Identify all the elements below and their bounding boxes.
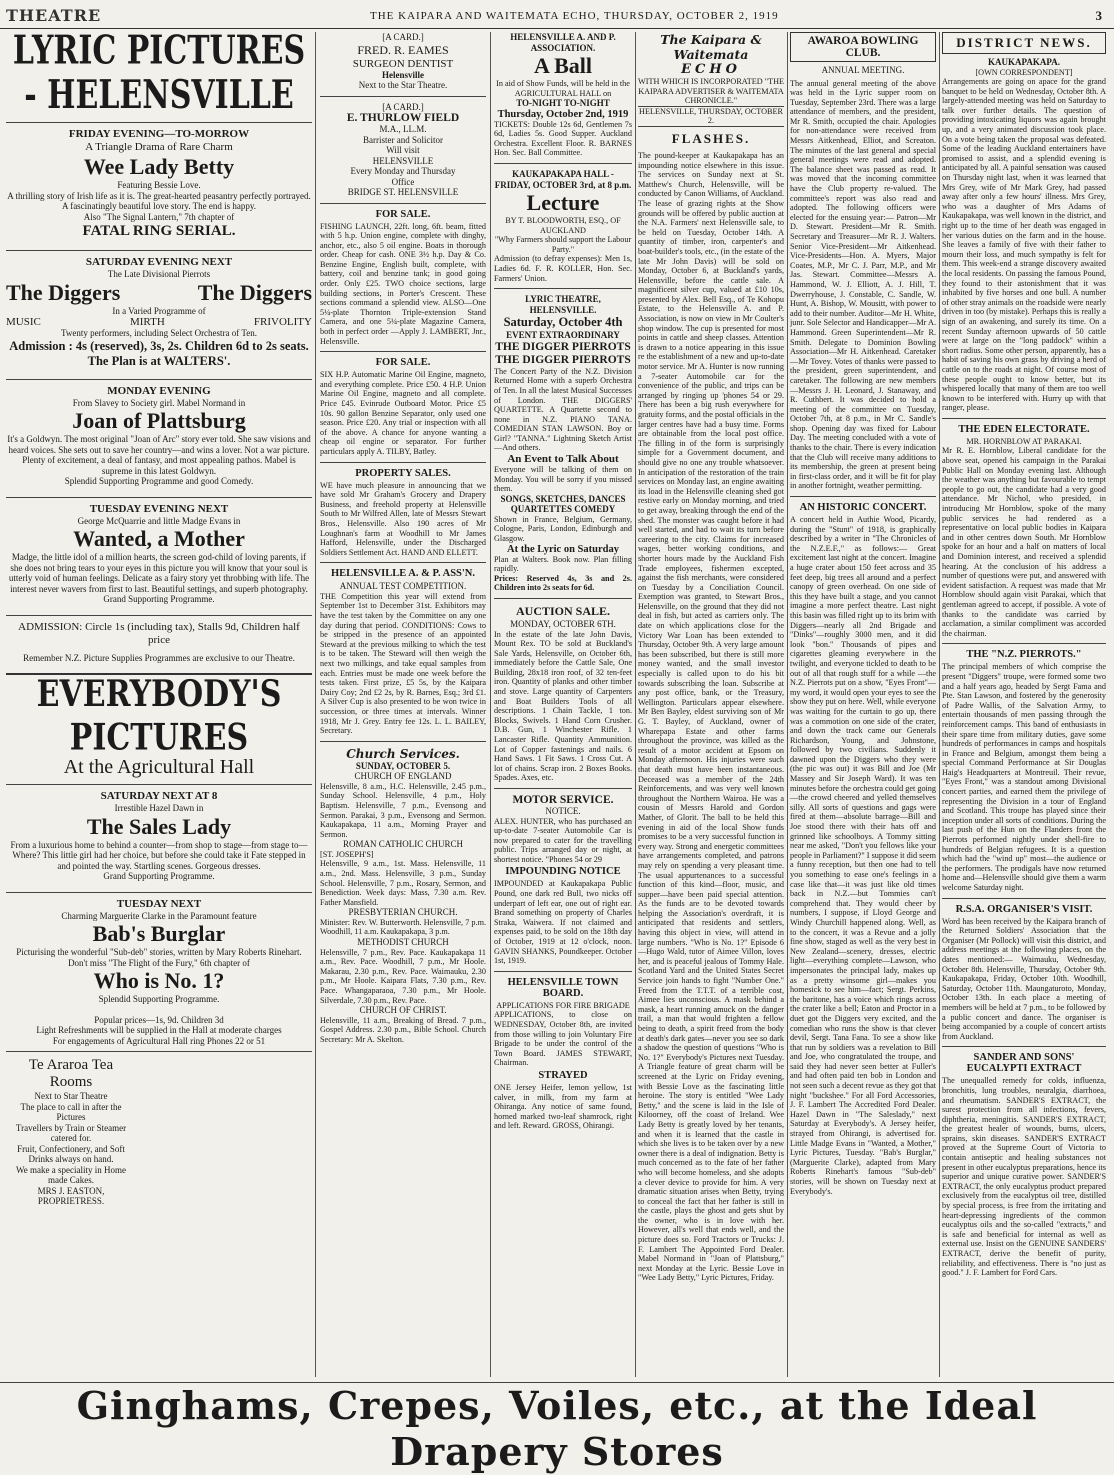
auction-date: MONDAY, OCTOBER 6TH. [510, 619, 616, 629]
card-label: [A CARD.] [382, 101, 424, 112]
impound-text: IMPOUNDED at Kaukapakapa Public Pound, one dark red Bull, two nicks off underpart of left ear, one out of right ear. Brand something on property of Charles Straka, Waiwera. If not claimed and expenses paid, to be sold on the 18th day of October, 1919 at 12 o'clock, noon. GAVIN SHANKS, Poundkeeper. October 1st, 1919. [494, 879, 632, 966]
column-rule [635, 32, 636, 1377]
field-degree: M.A., LL.M. [379, 124, 427, 134]
coe-text: Helensville, 8 a.m., H.C. Helensville, 2.45 p.m., Sunday School. Helensville, 4 p.m., Holy Baptism. Helensville, 7 p.m., Evensong and Sermon. Parakai, 3 p.m., Evensong and Sermon. Kaukapakapa, 11 a.m., Morning Prayer and Sermon. [320, 781, 486, 839]
christ-heading: CHURCH OF CHRIST. [359, 1005, 447, 1016]
event-heading: An Event to Talk About [507, 453, 619, 466]
eames-title: SURGEON DENTIST [352, 57, 454, 70]
strayed-text: ONE Jersey Heifer, lemon yellow, 1st calver, in milk, from my farm at Ohiranga. Any notice of same found, horned marked two-leaf shamrock, right and left. Reward. GROSS, Ohirangi. [494, 1082, 632, 1131]
eames-name: FRED. R. EAMES [357, 42, 449, 57]
friday-serial: FATAL RING SERIAL. [82, 223, 236, 239]
everybody-sub: At the Agricultural Hall [63, 756, 255, 778]
ev-tue-sub: Charming Marguerite Clarke in the Paramount feature [61, 910, 257, 921]
district-heading: DISTRICT NEWS. [942, 32, 1106, 54]
meth-text: Helensville, 7 p.m., Rev. Pace. Kaukapakapa 11 a.m., Rev. Pace. Woodhill, 7 p.m., Mr Hoole. Makarau, 2.30 p.m., Rev. Pace. Waimauku, 2.30 p.m., Mr Hoole. Kaipara Flats, 7.30 p.m., Rev. Pace. Whangaparaoa, 7.30 p.m., Mr Hoole. Silverdale, 7.30 p.m., Rev. Pace. [320, 947, 486, 1005]
field-town: HELENSVILLE [372, 155, 434, 166]
eames-town: Helensville [382, 69, 424, 80]
ev-refresh: Light Refreshments will be supplied in the Hall at moderate charges [36, 1025, 282, 1035]
pres-text: Minister: Rev. W. Butterworth. Helensville, 7 p.m. Woodhill, 11 a.m. Kaukapakapa, 3 p.m. [320, 917, 486, 937]
christ-text: Helensville, 11 a.m., Breaking of Bread. 7 p.m., Gospel Address. 2.30 p.m., Bible School. Church Secretary: Mr A. Skelton. [320, 1015, 486, 1044]
saturday-film-right: The Diggers [197, 279, 312, 305]
column-rule [939, 32, 940, 1377]
ev-sat-desc: From a luxurious home to behind a counter—from shop to stage—from stage to—Where? This little girl had her choice, but before she could take it Fate stepped in and pointed the way. Startling scenes. Gorgeous dresses. [10, 839, 308, 871]
rc-heading: ROMAN CATHOLIC CHURCH [342, 839, 463, 850]
column-rule [490, 32, 491, 1377]
coe-heading: CHURCH OF ENGLAND [354, 771, 452, 782]
auction-text: In the estate of the late John Davis, Mount Rex. TO be sold at Buckland's Sale Yards, Helensville, on October 6th, immediately before the Cattle Sale, One Building, 28x18 iron roof, of 32 ten-feet iron. Quantity of planks and other timber and stove. Large quantity of Carpenters and Boat Builders Tools of all descriptions. 1 Chain Tackle, 1 ton. Blocks, Swivels. 1 Hand Corn Crusher. D.B. Gun, 1 Winchester Rifle. 1 Lancaster Rifle. Quantity Ammunition. Lot of Copper fastenings and nails. 6 Hand Saws. 1 Fit Saws. 1 Cross Cut. A lot of chains. Scrap iron. 2 Boxes Books. Spades. Axes, etc. [494, 629, 632, 783]
everybody-title: EVERYBODY'S PICTURES [36, 673, 282, 759]
lyric-theatre: LYRIC THEATRE, HELENSVILLE. [525, 294, 601, 315]
ball-text: In aid of Show Funds, will be held in the AGRICULTURAL HALL on [496, 79, 630, 98]
tuesday-heading: TUESDAY EVENING NEXT [89, 502, 229, 515]
rc-sub: [ST. JOSEPH'S] [320, 849, 374, 859]
field-title: Barrister and Solicitor [363, 134, 443, 145]
column-3 [494, 32, 632, 1377]
tea-line1: The place to call in after the Pictures [20, 1101, 122, 1122]
lecture-by: BY T. BLOODWORTH, ESQ., OF AUCKLAND [505, 216, 621, 235]
footer-advert: Ginghams, Crepes, Voiles, etc., at the Ideal Drapery Stores [0, 1382, 1114, 1431]
motor-heading: MOTOR SERVICE. [512, 794, 614, 806]
field-name: E. THURLOW FIELD [346, 112, 460, 124]
column-rule [787, 32, 788, 1377]
lecture-venue: KAUKAPAKAPA HALL - FRIDAY, OCTOBER 3rd, at 8 p.m. [494, 169, 632, 190]
saturday-sub: The Late Divisional Pierrots [107, 269, 211, 279]
ev-tue-serial: Who is No. 1? [93, 968, 225, 993]
ev-prices: Popular prices—1s, 9d. Children 3d [94, 1014, 224, 1025]
flashes-heading: FLASHES. [671, 130, 751, 146]
monday-prog: Splendid Supporting Programme and good Comedy. [64, 476, 254, 486]
tuesday-sub: George McQuarrie and little Madge Evans in [77, 515, 241, 526]
for-sale-text: FISHING LAUNCH, 22ft. long, 6ft. beam, fitted with 5 h.p. Union engine, complete with dinghy, anchor, etc., also 5 oil engine. Boats in thorough order. Cheap for cash. ONE 3½ h.p. Day & Co. Benzine Engine, English built, complete, with battery, coil and benzine tank; in good going order. Only £25. TWO choice sections, large building sections, in Porter's Crescent. These sections command a splendid view. ALSO—One 5¼-plate Thornton Triple-extension Stand Camera, and one 5¼-plate Magazine Camera, both in perfect order —Apply J. LAMBERT, Jnr., Helensville. [320, 221, 486, 346]
masthead [0, 6, 1114, 29]
tea-prop: MRS J. EASTON, PROPRIETRESS. [37, 1185, 105, 1206]
rc-text: Helensville, 9 a.m., 1st. Mass. Helensville, 11 a.m., 2nd. Mass. Helensville, 3 p.m., Sunday School. Helensville, 7 p.m., Rosary, Sermon, and Benediction. Week days: Mass, 7.30 a.m. Rev. Father Mansfield. [320, 859, 486, 907]
ev-tue-miss: Don't miss "The Flight of the Fury," 6th chapter of [68, 957, 250, 968]
lyric-admission: ADMISSION: Circle 1s (including tax), Stalls 9d, Children half price [18, 620, 300, 646]
ev-sat-film: The Sales Lady [86, 813, 232, 839]
column-4 [638, 32, 784, 1377]
lecture-title: Lecture [526, 190, 600, 216]
rsa-heading: R.S.A. ORGANISER'S VISIT. [955, 903, 1093, 915]
lyric-date: Saturday, October 4th [503, 315, 623, 330]
lyric-title: LYRIC PICTURES - HELENSVILLE [12, 32, 306, 119]
monday-heading: MONDAY EVENING [107, 384, 211, 397]
paper-dateline: HELENSVILLE, THURSDAY, OCTOBER 2. [639, 106, 783, 126]
column-6 [942, 32, 1106, 1377]
pres-heading: PRESBYTERIAN CHURCH. [348, 907, 458, 918]
district-town: KAUKAPAKAPA. [988, 57, 1060, 67]
district-corr: [OWN CORRESPONDENT] [975, 67, 1073, 77]
ball-org: HELENSVILLE A. AND P. ASSOCIATION. [510, 32, 616, 53]
word-frivolity: FRIVOLITY [253, 316, 312, 328]
ball-tonight: TO-NIGHT TO-NIGHT [516, 98, 610, 109]
tuesday-prog: Grand Supporting Programme. [103, 594, 215, 604]
townboard-sub: APPLICATIONS FOR FIRE BRIGADE [496, 1000, 630, 1010]
lyric-saturday [6, 256, 312, 369]
eden-sub: MR. HORNBLOW AT PARAKAI. [966, 436, 1082, 446]
friday-sub: A Triangle Drama of Rare Charm [85, 141, 233, 153]
property-heading: PROPERTY SALES. [355, 467, 451, 479]
friday-also: Also "The Signal Lantern," 7th chapter of [83, 211, 235, 222]
ev-sat-sub: Irrestible Hazel Dawn in [114, 803, 204, 813]
card-label: [A CARD.] [382, 32, 424, 42]
concert-text: A concert held in Authie Wood, Picardy, during the "Stunt" of 1918, is graphically described by a writer in "The Chronicles of the N.Z.E.F.," as follows:— Great excitement last night at the concert. Imagine a huge crater about 150 feet across and 35 feet deep, big trees all around and a perfect canopy of green overhead. On one side of this they have built a stage, and you cannot imagine a more perfect theatre. Last night this basin was filled right up to its brim with Diggers—nearly all 2nd Brigade and "Dinks"—roughly 3000 men, and it did look "bon." Thousands of pipes and cigarettes gleaming everywhere in the twilight, and everyone tickled to death to be out of all that rough stuff for a while —the N.Z. Pierrots put on a show, "Eyes Front"—my word, it would open your eyes to see the show they put on here. Well, while everyone was waiting for the curtain to go up, there was a commotion on one side of the crater, and down the track came our Generals Richardson, Young, and Johnstone, followed by two civilians. Suddenly it dawned upon the Diggers who they were (the pic was out) it was Bill and Joe (Mr Massey and Sir Joseph Ward). It was ten minutes before the orchestra could get going—the crowd cheered and yelled themselves silly. All sorts of questions and gags were fired at them—absolute barrage—Bill and Joe stood there with their hats off and grinned like schoolboys. A Tommy sitting near me asked, "Don't you fellows like your people in Parliament?" I suppose it did seem a funny reception, but then one had to tell you something to ease one's feelings in a case like that—it was just like old times back in N.Z.—but Tommies can't comprehend that. They would cheer by numbers, I suppose, if Lloyd George and Windy Churchill happened along. Well, as to the concert, it was a Revue and a jolly fine show, staged as well as the very best in New Zealand—scenery, dresses, electric light—everything complete—Lawson, who impersonates the principal lady, makes up as a pretty winsome girl—makes you homesick to see him—fact; Sergt. Perkins, the baritone, has a voice which rings across the crater like a bell; Eaton and Proctor in a duet got the Diggers very excited, and the comedian who runs the show is that clever devil, Sergt. Tana Fana. To see a show like that run by soldiers was a revelation to Bill and Joe, who congratulated the troupe, and said they had never seen better at Fuller's and had often paid ten bob in London and not seen such a decent revue as they got that night "buckshee." For all Ford Accessories, J. F. Lambert The Accredited Ford Dealer. Hazel Dawn in "The Saleslady," next Saturday at Everybody's. A Jersey heifer, strayed from Ohirangi, is advertised for. Little Madge Evans in "Wanted, a Mother," Lyric Pictures, Tuesday. "Bab's Burglar," (Marguerite Clarke), adapted from Mary Roberts Rinehart's famous "Sub-deb" stories, will be shown on Tuesday next at Everybody's. [790, 515, 936, 1196]
songs-text: Shown in France, Belgium, Germany, Cologne, Paris, London, Edinburgh and Glasgow. [494, 514, 632, 544]
page-number: 3 [1095, 8, 1102, 23]
strayed-heading: STRAYED [538, 1069, 588, 1081]
prices-text: Prices: Reserved 4s, 3s and 2s. Children into 2s seats for 6d. [494, 573, 632, 593]
saturday-prog: In a Varied Programme of [112, 305, 206, 316]
column-2 [320, 32, 486, 1377]
motor-notice: NOTICE. [545, 806, 581, 816]
tuesday-desc: Madge, the little idol of a million hearts, the screen god-child of loving parents, if she does not bring tears to your eyes in this picture you will know that your soul is utterly void of human feelings. Delicate as a fairy story yet throbbing with life. The interest never wavers from first to last. Beautiful settings, and superb photography. [8, 552, 310, 594]
digger-pierrots: THE DIGGER PIERROTS THE DIGGER PIERROTS [495, 340, 631, 366]
friday-film: Wee Lady Betty [83, 154, 235, 179]
lecture-topic: "Why Farmers should support the Labour Party." [494, 235, 632, 254]
friday-desc: A thrilling story of Irish life as it is. The great-hearted peasantry perfectly portrayed. A fascinatingly beautiful love story. The end is happy. [7, 190, 311, 211]
lyric-tuesday [6, 503, 312, 605]
digger-text: The Concert Party of the N.Z. Division Returned Home with a superb Orchestra of Ten. In all the latest Musical Successes of London. THE DIGGERS' QUARTETTE. A Quartette second to none in N.Z. PIANO TANA. COMEDIAN STAN LAWSON. Boy or Girl? "TANNA." Lightning Sketch Artist—And others. [494, 366, 632, 453]
flashes-text: The pound-keeper at Kaukapakapa has an impounding notice elsewhere in this issue. The services on Sunday next at St. Matthew's Church, Helensville, will be conducted by Canon Williams, of Auckland. The lease of grazing rights at the Show grounds will be offered by public auction at the N.A. Farmers' next Helensville sale, to be held on Tuesday, October 14th. A quantity of timber, iron, carpenter's and boat-builder's tools, etc., (in the estate of the late Mr John Davis) will be sold on Monday, October 6, at Buckland's yards, Helensville, before the cattle sale. A magnificent silver cup, valued at £10 10s, presented by Alex. Bell Esq., of Te Kohopu Estate, to the Helensville A. and P. Association, is now on view in Mr Coulter's shop window. The cup is presented for most points in cattle and sheep classes. Attention is drawn to a notice appearing in this issue re the establishment of a new and up-to-date motor service. Mr A. Hunter is now running a 7-seater Automobile car for the convenience of the public, and trips can be arranged by ringing up 'phones 54 or 29. There has been a big rush everywhere for gratuity forms, and the postal officials in the larger centres have had a busy time. Forms are obtainable from the local post office. The filling in of the form is surprisingly simple for a Government document, and should give no one any trouble whatsoever. In anticipation of the restoration of the train services on Monday last, an engine awaiting its load in the Helensville cleaning shed got restive early on Monday morning, and tried to get away, breaking through the end of the shed. The monster was caught before it had well started, and had to wait its turn before careering to the city. Claims for increased wages, better working conditions, and shorter hours made by the Auckland Fish Trade employees, fishermen excepted, against the fish merchants, were considered on Tuesday by a Conciliation Council. Exemption was granted, to Stewart Bros., Helensville, on the ground that they did not deal in fish, but acted as carriers only. The date on which applications close for the Victory War Loan has been extended to Thursday, October 9th. A very large amount has been subscribed, but there is still more money wanted, and the small investor especially is called upon to do his bit towards subscribing the loan. Subscribe at any post office, bank, or the Treasury, Wellington. Particulars appear elsewhere. Mr Ben Bayley, eldest surviving son of Mr G. T. Bayley, of Auckland, owner of Wharepapa Estate and other farms throughout the province, was killed as the result of a motor accident at Epsom on Monday afternoon. His injuries were such that death must have been instantaneous. Deceased was a member of the 24th Reinforcements, and was very well known throughout the Northern Wairoa. He was a cousin of Messrs Harold and Gordon Mather, of Glorit. The ball to be held this evening in aid of the local Show funds promises to be a very successful function in every way. Strong and energetic committees have arrangements completed, and patrons may rely on spending a very pleasant time. The usual appurtenances to a successful function of this kind—floor, music, and supper—have been paid special attention. As the funds are to be devoted towards helping the Association's overdraft, it is anticipated that residents and settlers, having this object in view, will attend in large numbers. "Who is No. 1?" Episode 6—Hugo Wald, tutor of Aimee Villon, loves her, and is peaceful jealous of Tommy Hale. Scotland Yard and the United States Secret Service join hands to fight "Number One." Freed from the T.T.T. of a terrible cost, Aimee lies unconscious. A mask behind a mask, a heart running amuck on the danger trail, a man that would frighten a fellow being to death, a spirit freed from the body at death's dark gates—never you see so dark a shadow the question of questions "Who is No. 1?" Everybody's Pictures next Tuesday. A Triangle feature of great charm will be screened at the Lyric on Friday evening, with Bessie Love as the fascinating little heroine. The story is entitled "Wee Lady Betty," and the scene is laid in the Isle of Kiloorney, off the coast of Ireland. Wee Lady Betty is greatly loved by her tenants, and when it is learned that the castle in which she lives is to be taken over by a new owner there is a deal of indignation. Betty is much concerned as to the fate of her father who will become homeless, and she adopts a clever device to provide for him. A very dramatic situation arises when Betty, trying to conceal the fact that her father is still in the castle, plays the ghost and gets shut by the owner, who is in love with her. However, all's well that ends well, and the picture does so. Ford Tractors or Trucks: J. F. Lambert The Appointed Ford Dealer. Mabel Normand in "Joan of Plattsburg," next Monday at the Lyric. Bessie Love in "Wee Lady Betty," Lyric Pictures, Friday. [638, 150, 784, 1283]
lyric-monday [6, 385, 312, 487]
bowling-heading: AWAROA BOWLING CLUB. [790, 32, 936, 62]
monday-desc: It's a Goldwyn. The most original "Joan of Arc" story ever told. She saw visions and heard voices. She sets out to save her country—and wins a lover. Not a war picture. Plenty of excitement, a deal of fantasy, and most appealing pathos. Mabel is supreme in this latest Goldwyn. [7, 434, 311, 476]
lyric-event: EVENT EXTRAORDINARY [506, 330, 620, 341]
at-lyric: At the Lyric on Saturday [506, 543, 619, 555]
songs-heading: SONGS, SKETCHES, DANCES QUARTETTES COMEDY [500, 493, 626, 515]
field-visit: Will visit [386, 145, 420, 155]
plan-text: Plan at Walters. Book now. Plan filling rapidly. [494, 554, 632, 574]
masthead-title: THE KAIPARA AND WAITEMATA ECHO, THURSDAY, OCTOBER 2, 1919 [370, 10, 779, 22]
ap-text: THE Competition this year will extend from September 1st to December 31st. Exhibitors may have the test taken by the Committee on any one day during that period. CONDITIONS: Cows to be stripped in the presence of an appointed Steward at the previous milking to which the test is to be taken. The Steward will then weigh the next two milkings, and take equal samples from each. Entries must be made one week before the tests taken. First prize, £5 5s, by the Kaipara Dairy Coy; 2nd £2 2s, by R. Barnes, Esq.; 3rd £1. A Silver Cup is also presented to be won twice in succession, or three times at intervals. Winner 1918, Mr J. Grey. Entry fee 12s. L. L. BAILEY, Secretary. [320, 591, 486, 736]
lyric-friday [6, 128, 312, 240]
ev-sat-heading: SATURDAY NEXT AT 8 [100, 790, 218, 802]
word-mirth: MIRTH [129, 316, 165, 328]
for-sale-heading: FOR SALE. [375, 208, 431, 220]
field-office: Office [391, 176, 415, 187]
tea-and-sale-row [6, 1057, 312, 1207]
saturday-performers: Twenty performers, including Select Orchestra of Ten. [60, 328, 257, 338]
ev-sat-prog: Grand Supporting Programme. [103, 871, 215, 881]
ap-sub: ANNUAL TEST COMPETITION. [339, 581, 467, 592]
property-text: WE have much pleasure in announcing that we have sold Mr Graham's Grocery and Drapery Business, and freehold property at Helensville South to Mr Wilfred Allen, late of Messrs Stewart Bros., Helensville. Also 190 acres of Mr Loughnan's farm at Woodhill to Mr James Hafford, Helensville, under the Discharged Soldiers Settlement Act. HAND AND ELLETT. [320, 480, 486, 557]
saturday-admission: Admission : 4s (reserved), 3s, 2s. Children 6d to 2s seats. The Plan is at WALTERS'. [9, 338, 309, 368]
event-text: Everyone will be talking of them on Monday. You will be sorry if you missed them. [494, 465, 632, 494]
column-5 [790, 32, 936, 1377]
rsa-text: Word has been received by the Kaipara branch of the Returned Soldiers' Association that the Organiser (Mr Pollock) will visit this district, and address meetings at the following places, on the dates mentioned:— Waimauku, Wednesday, October 8th. Helensville, Thursday, October 9th. Kaukapakapa, Friday, October 10th. Woodhill, Saturday, October 11th. Maungaturoto, Monday, October 13th. In each place a meeting of members will be held at 7 p.m., to be followed by a public concert and dance. The organiser is being accompanied by a couple of concert artists from Auckland. [942, 916, 1106, 1041]
saturday-heading: SATURDAY EVENING NEXT [85, 256, 233, 268]
tea-line3: Fruit, Confectionery, and Soft Drinks always on hand. [17, 1143, 125, 1164]
tea-name: Te Araroa Tea Rooms [28, 1057, 114, 1090]
ap-heading: HELENSVILLE A. & P. ASS'N. [330, 568, 476, 580]
word-music: MUSIC [6, 316, 41, 328]
auction-heading: AUCTION SALE. [515, 604, 611, 618]
bowling-text: The annual general meeting of the above was held in the Lyric supper room on Tuesday, September 23rd. There was a large attendance of members, and the president, Mr R. Smith, occupied the chair. Apologies for non-attendance were received from Messrs Aitkenhead, Elliot, and Screaton. The minutes of the last general and special general meetings were read and adopted. The balance sheet was passed as read. It was moved that the incoming committee have the Club property re-valued. The committee's report was also read and adopted. The following officers were elected for the ensuing year:— Patron—Mr D. Stewart. President—Mr R. Smith. Secretary and Treasurer—Mr R. J. Walters. Senior Vice-President—Mr Aitkenhead. Vice-Presidents—Hon. A. Myers, Major Coates, M.P., Mr C. J. Parr, M.P., and Mr Jas. Stewart. Committee—Messrs A. Hammond, W. J. Elliott, A. J. Hill, T. Dwerryhouse, J. Constable, C. Sandle, W. Hunt, A. Bishop, W. Mousitt, with power to add to their number. Auditor—Mr H. White, junr. Sole Selector and Handicapper—Mr A. Hammond. Green Superintendent—Mr R. Smith. Delegate to Dominion Bowling Association—Mr H. Aitkenhead. Caretaker—Mr Tovey. Votes of thanks were passed to the president, green superintendent, and caretaker. The following are new members—Messrs J. H. Leonard, J. Stanaway, and R. Cuthbert. It was decided to hold a meeting of the committee on Tuesday, October 7th, at 8 p.m., in Mr C. Sandle's shop. Opening day was fixed for Labour Day. The meeting concluded with a vote of thanks to the chair. There is every indication that the Club will receive many additions to its membership, the green at present being in first-class order, and it will be fit for play in another fortnight, weather permitting. [790, 78, 936, 491]
tea-line2: Travellers by Train or Steamer catered for. [15, 1122, 127, 1143]
impound-heading: IMPOUNDING NOTICE [505, 866, 621, 878]
lyric-remember: Remember N.Z. Picture Supplies Programmes are exclusive to our Theatre. [23, 652, 295, 663]
ball-title: A Ball [533, 53, 593, 78]
eden-text: Mr R. E. Hornblow, Liberal candidate for the above seat, opened his campaign in the Parakai Public Hall on Monday evening last. Although the weather was anything but favourable to tempt people to go out, the candidate had a very good attendance. Mr Nichol, who presided, in introducing Mr Hornblow, spoke of the many public services he had rendered as a representative on local public bodies in Kaipara and in other centres down South. Mr Hornblow spoke for an hour and a half on matters of local and Dominion interest, and received a splendid hearing. At the conclusion of his address a number of questions were put, and answered with evident satisfaction. A request was made that Mr Hornblow should again visit Parakai, which that gentleman agreed to accept, if possible. A vote of thanks to the candidate was carried by acclamation, a similar compliment was accorded the chairman. [942, 446, 1106, 638]
masthead-left: THEATRE [6, 6, 102, 25]
motor-text: ALEX. HUNTER, who has purchased an up-to-date 7-seater Automobile Car is now prepared to cater for the travelling public. Trips arranged day or night, at shortest notice. "Phones 54 or 29 [494, 816, 632, 864]
for-sale-text: SIX H.P. Automatic Marine Oil Engine, magneto, and everything complete. Price £50. 4 H.P. Union Marine Oil Engine, magneto and all complete. Price £45. Evinrude Outboard Motor. Price £5 10s. 90 gallon Benzine Separator, only used one season. Price £20. Any trial or inspection with all of the above. A chance for anyone wanting a cheap oil engine or separator. For further particulars apply A. TILBY, Batley. [320, 370, 486, 456]
ev-tue-film: Bab's Burglar [92, 921, 226, 946]
field-days: Every Monday and Thursday [350, 166, 456, 176]
lecture-admission: Admission (to defray expenses): Men 1s, Ladies 6d. F. R. KOLLER, Hon. Sec. Farmers' Union. [494, 254, 632, 283]
friday-feat: Featuring Bessie Love. [117, 180, 201, 190]
church-date: SUNDAY, OCTOBER 5. [355, 760, 451, 771]
meth-heading: METHODIST CHURCH [357, 937, 449, 948]
paper-incorp: WITH WHICH IS INCORPORATED "THE KAIPARA ADVERTISER & WAITEMATA CHRONICLE." [638, 77, 784, 106]
eames-loc: Next to the Star Theatre. [358, 80, 448, 90]
ev-engage: For engagements of Agricultural Hall ring Phones 22 or 51 [52, 1035, 266, 1046]
sanders-heading: SANDER AND SONS' EUCALYPTI EXTRACT [966, 1052, 1082, 1075]
tuesday-film: Wanted, a Mother [73, 526, 245, 551]
ball-tickets: TICKETS: Double 12s 6d, Gentlemen 7s 6d, Ladies 5s. Good Supper. Auckland Orchestra. Excellent Floor. R. BARNES Hon. Sec. Ball Committee. [494, 119, 632, 158]
pierrots-text: The principal members of which comprise the present "Diggers" troupe, were formed some two and a half years ago, headed by Sergt Fama and Pte. Stan Lawson, and fostered by the generosity of Padre Wallis, of the Salvation Army, to entertain thousands of men passing through the reinforcement camps. This band of enthusiasts in their spare time from military duties, gave some hundreds of performances in camps and hospitals in France and Belgium, amongst them being a special Command Performance at Sir Douglas Haig's Headquarters at Montreuil. Their revue, "Eyes Front," was a standout among Divisional concert parties, and earned them the privilege of representing the Division in a tour of England and Scotland. This troupe has played since their inception under all sorts of conditions. During the last push of the Hun on the Flanders front the Pierrots performed nightly under shell-fire to hundreds of Belgian refugees. It is a question which had the "wind up" most—the audience or the performers. The prodigals have now returned home and—Helensville should give them a warm welcome Saturday night. [942, 662, 1106, 892]
paper-name: The Kaipara & Waitemata [660, 32, 762, 62]
bowling-sub: ANNUAL MEETING. [821, 65, 905, 75]
paper-echo: ECHO [681, 62, 741, 77]
everybody-tuesday [6, 898, 312, 1005]
column-1 [6, 32, 312, 1377]
column-rule [315, 32, 316, 1377]
field-address: BRIDGE ST. HELENSVILLE [347, 187, 459, 197]
everybody-saturday [6, 790, 312, 882]
monday-sub: From Slavey to Society girl. Mabel Normand in [72, 397, 246, 408]
monday-film: Joan of Plattsburg [72, 408, 246, 433]
for-sale-heading: FOR SALE. [375, 357, 431, 369]
ev-tue-heading: TUESDAY NEXT [116, 897, 202, 910]
townboard-text: APPLICATIONS, to close on WEDNESDAY, October 8th, are invited from those willing to join Voluntary Fire Brigade to be under the control of the Town Board. JAMES STEWART, Chairman. [494, 1010, 632, 1068]
ev-tue-prog: Splendid Supporting Programme. [98, 994, 220, 1004]
friday-heading: FRIDAY EVENING—TO-MORROW [68, 128, 250, 140]
ball-date: Thursday, October 2nd, 1919 [497, 108, 629, 120]
eden-heading: THE EDEN ELECTORATE. [958, 423, 1090, 435]
sanders-text: The unequalled remedy for colds, influenza, bronchitis, lung troubles, neuralgia, diarrhoea, and rheumatism. SANDER'S EXTRACT, the surest protection from all infections, fevers, diphtheria, meningitis. SANDER'S EXTRACT, the greatest healer of wounds, burns, ulcers, sprains, skin diseases. SANDER'S EXTRACT proved at the Supreme Court of Victoria to contain antiseptic and healing substances not present in other eucalyptus preparations, hence its superior and unique curative power. SANDER'S EXTRACT, the only eucalyptus product prepared exclusively from the eucalyptus oil tree, distilled by special process, is free from the irritating and heart-depressing ingredients of the common eucalyptus oils and the so-called "extracts," and is safe and beneficial for internal as well as external use. Insist on the GENUINE SANDERS' EXTRACT, derive the benefit of purity, reliability, and effectiveness. There is "no just as good." J. F. Lambert for Ford Cars. [942, 1076, 1106, 1278]
church-heading: Church Services. [346, 746, 460, 761]
tea-line4: We make a speciality in Home made Cakes. [16, 1164, 126, 1185]
pierrots-heading: THE "N.Z. PIERROTS." [966, 649, 1082, 661]
saturday-film-left: The Diggers [6, 279, 121, 305]
tea-rooms-ad [6, 1057, 136, 1207]
district-text: Arrangements are going on apace for the grand banquet to be held on Wednesday, October 8th. A largely-attended meeting was held on Saturday to talk over further details. The question of providing intoxicating liquors was again brought up, and a very animated discussion took place. On a vote being taken the proposal was defeated. Some of the leading Auckland entertainers have promised to assist, and a splendid evening is anticipated by all. A painful sensation was caused on Thursday night last, when it was learned that Mrs Grey, wife of Mr Mark Grey, had passed away after only a few hours' illness. Mrs Grey, who was a daughter of Mrs Adams of Kaukapakapa, was well known in the district, and right up to the time of her death was engaged in her various duties on the farm and in the house. She leaves a family of five with their father to mourn their loss, and much sympathy is felt for them. This week-end a strange discovery awaited the local residents. On passing the famous Pound, they found to their astonishment that it was inhabited by five horses and one bull. A number of other stray animals on the roadside were nearly driven in too (by mistake). Perhaps this is really a sign of an awakening, and surely its time. On a recent Sunday afternoon upwards of 50 cattle were at large on the "long paddock" within a short radius. Some other person, apparently, has a habit of saving his own grass by driving a herd of cattle on to the roads at night. Of course most of these people ought to know better, but its whispered locally that many of them are too well known to be interfered with. Hurry up with that ranger, please. [942, 77, 1106, 413]
townboard-heading: HELENSVILLE TOWN BOARD. [507, 976, 619, 999]
concert-heading: AN HISTORIC CONCERT. [799, 502, 927, 514]
tea-next: Next to Star Theatre [34, 1091, 108, 1101]
ev-tue-desc: Picturising the wonderful "Sub-deb" stories, written by Mary Roberts Rinehart. [16, 947, 302, 957]
